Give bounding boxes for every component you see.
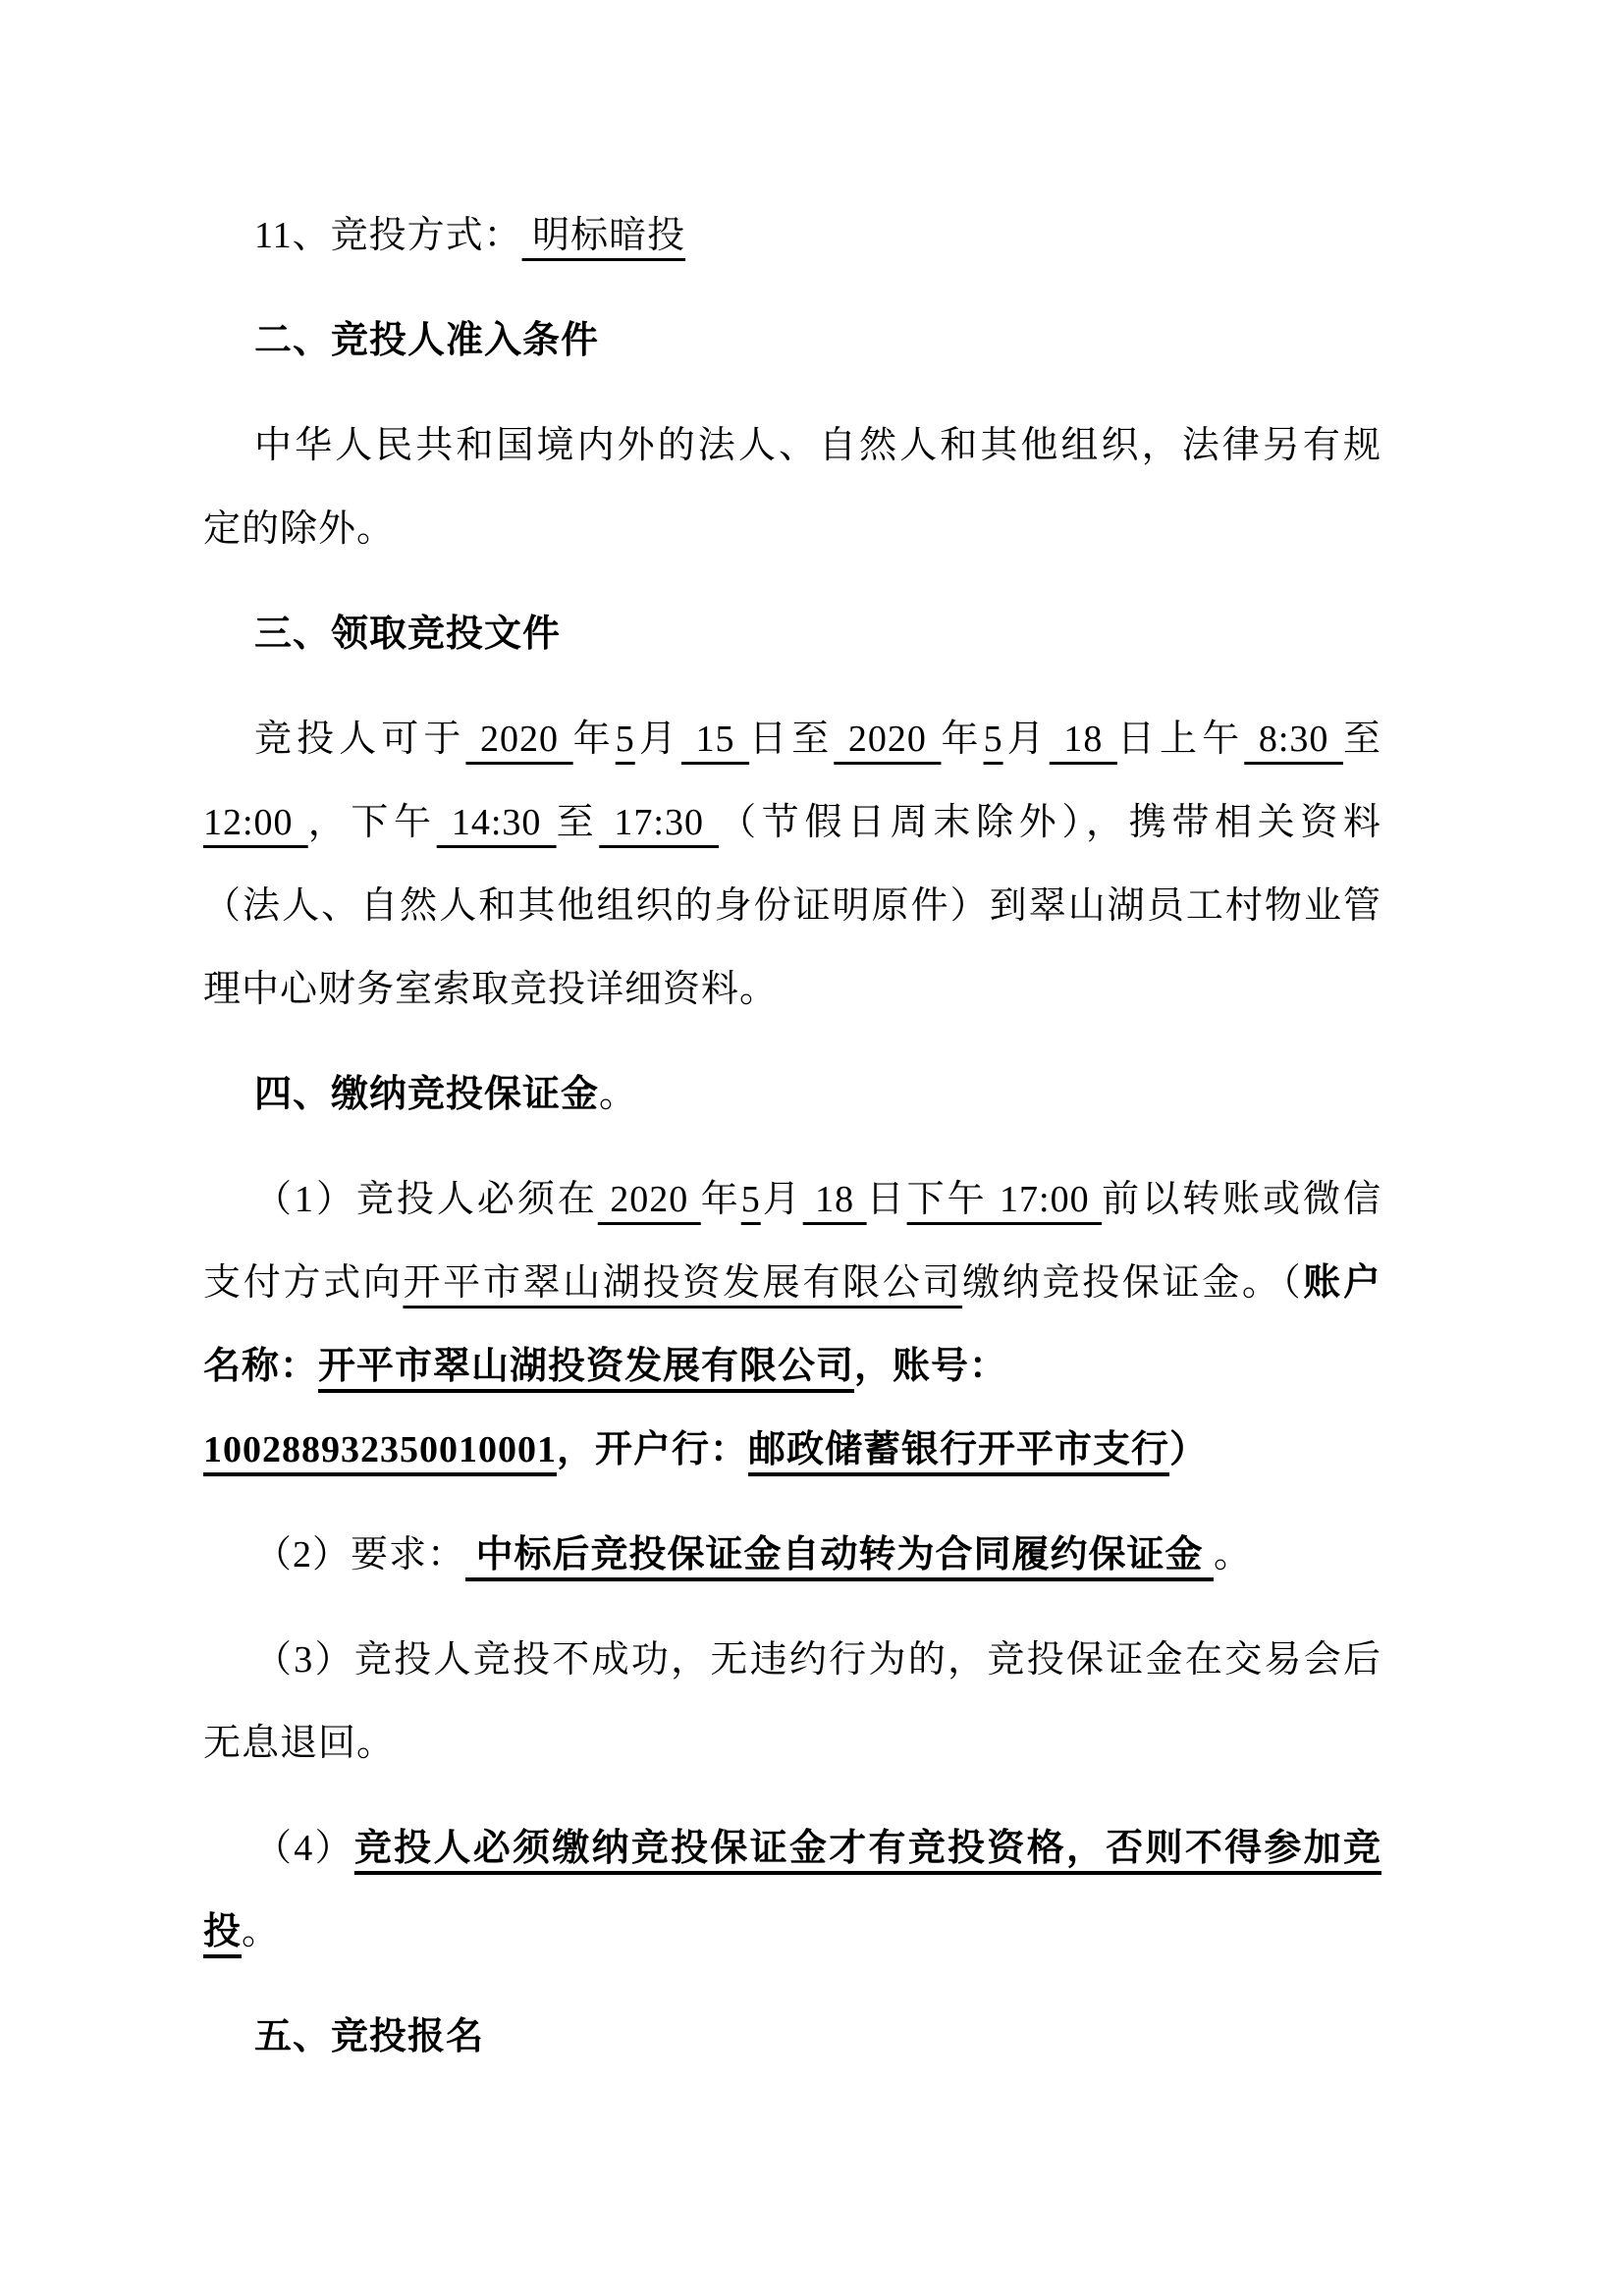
text-segment: 12:00 <box>203 802 308 843</box>
text-segment: 明标暗投 <box>521 215 686 256</box>
text-segment: 2020 <box>597 1179 701 1220</box>
text-segment: 无息退回。 <box>203 1723 396 1764</box>
heading-section-4 <box>203 1053 1381 1137</box>
text-segment: （3）竞投人竞投不成功，无违约行为的，竞投保证金在交易会后 <box>254 1639 1381 1681</box>
text-segment: 中标后竞投保证金自动转为合同履约保证金 <box>465 1534 1215 1575</box>
text-segment: 账户 <box>1303 1262 1381 1304</box>
para-collect-docs-line-4 <box>203 948 1381 1032</box>
text-segment: 11、竞投方式： <box>254 215 522 256</box>
line-bidding-method <box>203 194 1381 278</box>
para-eligibility-line-1 <box>203 404 1381 488</box>
heading-section-2 <box>203 299 1381 383</box>
para-deposit-4-line-2 <box>203 1891 1381 1974</box>
text-segment: 5 <box>983 719 1003 760</box>
text-segment: 三、领取竞投文件 <box>254 614 562 655</box>
text-segment: 。 <box>1214 1534 1253 1575</box>
document-content <box>203 194 1381 2079</box>
para-deposit-1-line-3 <box>203 1325 1381 1409</box>
para-deposit-1-line-1 <box>203 1158 1381 1242</box>
text-segment: 投 <box>203 1911 243 1952</box>
para-deposit-3-line-2 <box>203 1702 1381 1786</box>
text-segment: 竞投人必须缴纳竞投保证金才有竞投资格，否则不得参加竞 <box>353 1828 1381 1869</box>
text-segment: 日上午 <box>1116 719 1245 760</box>
text-segment: 前以转账或微信 <box>1102 1179 1381 1220</box>
text-segment: ，账号： <box>854 1346 1008 1387</box>
text-segment: 14:30 <box>436 802 557 843</box>
para-deposit-1-line-2 <box>203 1242 1381 1325</box>
text-segment: 支付方式向 <box>203 1262 404 1304</box>
para-deposit-2 <box>203 1514 1381 1597</box>
text-segment: 8:30 <box>1244 719 1343 760</box>
text-segment: 邮政储蓄银行开平市支行 <box>748 1429 1170 1470</box>
text-segment: 至 <box>556 802 600 843</box>
text-segment: 缴纳竞投保证金。（ <box>962 1262 1304 1304</box>
text-segment: 二、竞投人准入条件 <box>254 320 600 361</box>
text-segment: 。 <box>242 1911 281 1952</box>
text-segment: 月 <box>1002 719 1050 760</box>
text-segment: 年 <box>700 1179 741 1220</box>
para-eligibility-line-2 <box>203 488 1381 571</box>
text-segment: 开平市翠山湖投资发展有限公司 <box>403 1262 963 1304</box>
text-segment: （2）要求： <box>254 1534 466 1575</box>
text-segment: 开平市翠山湖投资发展有限公司 <box>318 1346 855 1387</box>
text-segment: ，下午 <box>307 802 437 843</box>
text-segment: 5 <box>740 1179 761 1220</box>
para-collect-docs-line-1 <box>203 698 1381 781</box>
text-segment: 18 <box>802 1179 867 1220</box>
text-segment: 17:30 <box>599 802 720 843</box>
text-segment: 年 <box>572 719 616 760</box>
text-segment: （4） <box>254 1828 354 1869</box>
text-segment: （1）竞投人必须在 <box>254 1179 598 1220</box>
heading-section-5 <box>203 1996 1381 2079</box>
text-segment: 竞投人可于 <box>254 719 466 760</box>
para-collect-docs-line-3 <box>203 865 1381 948</box>
text-segment: 日 <box>866 1179 907 1220</box>
text-segment: 五、竞投报名 <box>254 2016 485 2057</box>
text-segment: 5 <box>615 719 635 760</box>
text-segment: （节假日周末除外），携带相关资料 <box>719 802 1381 843</box>
text-segment: 15 <box>680 719 750 760</box>
text-segment: ，开户行： <box>557 1429 749 1470</box>
para-deposit-3-line-1 <box>203 1619 1381 1702</box>
text-segment: ） <box>1169 1429 1209 1470</box>
text-segment: 名称： <box>203 1346 319 1387</box>
text-segment: 。 <box>599 1074 638 1115</box>
text-segment: 四、缴纳竞投保证金 <box>254 1074 600 1115</box>
text-segment: 理中心财务室索取竞投详细资料。 <box>203 969 779 1010</box>
text-segment: 中华人民共和国境内外的法人、自然人和其他组织，法律另有规 <box>254 425 1381 466</box>
text-segment: 月 <box>634 719 681 760</box>
text-segment: 2020 <box>465 719 573 760</box>
text-segment: 下午 17:00 <box>906 1179 1103 1220</box>
text-segment: 至 <box>1342 719 1381 760</box>
text-segment: 18 <box>1049 719 1117 760</box>
text-segment: 定的除外。 <box>203 508 396 550</box>
text-segment: 年 <box>941 719 984 760</box>
text-segment: 月 <box>760 1179 803 1220</box>
heading-section-3 <box>203 593 1381 676</box>
para-collect-docs-line-2 <box>203 781 1381 865</box>
text-segment: （法人、自然人和其他组织的身份证明原件）到翠山湖员工村物业管 <box>203 885 1381 927</box>
text-segment: 100288932350010001 <box>203 1429 557 1470</box>
text-segment: 日至 <box>749 719 835 760</box>
para-deposit-4-line-1 <box>203 1807 1381 1891</box>
para-deposit-1-line-4 <box>203 1409 1381 1492</box>
text-segment: 2020 <box>834 719 942 760</box>
